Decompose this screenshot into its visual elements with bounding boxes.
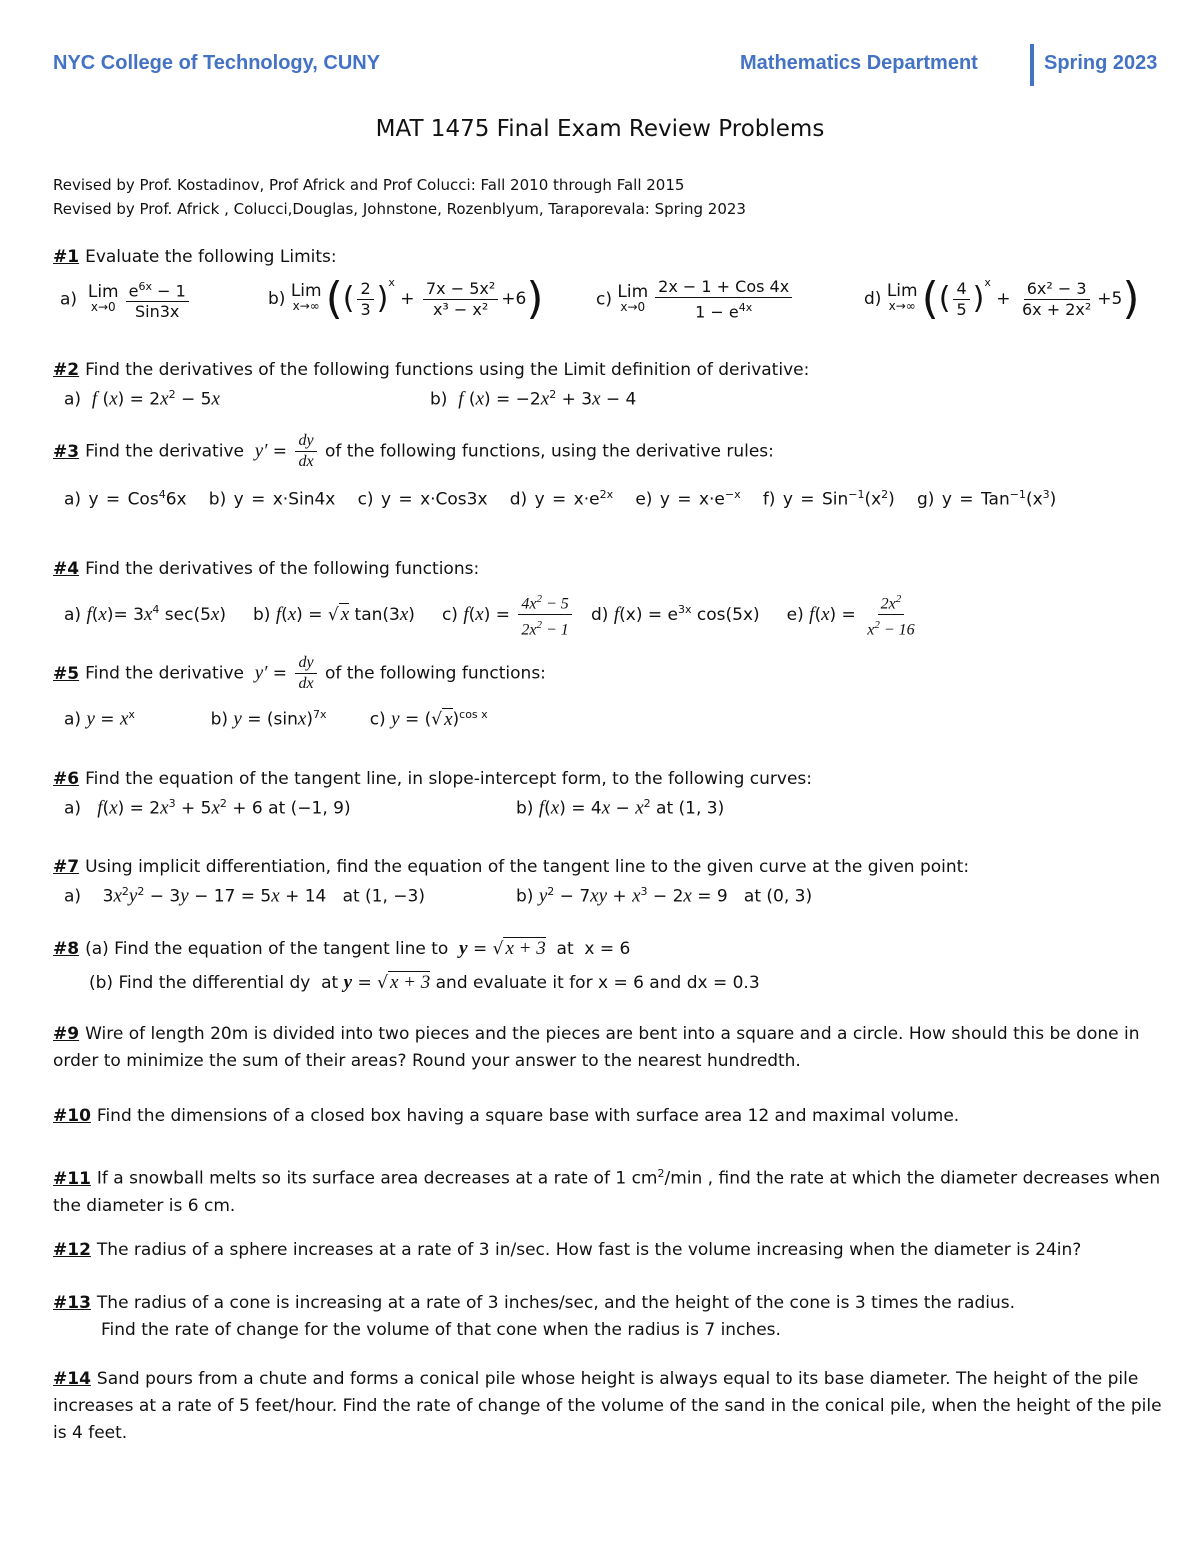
problem-number: #1 bbox=[53, 247, 80, 267]
limit-b: b) Lim x→∞ (( $\frac{2}{3}$ )$^x$ + $\frac{\text{7x − 5x²}}{\text{x³ − x²}}$ +6) bbox=[268, 273, 544, 324]
header-divider bbox=[1030, 44, 1034, 86]
page-title: MAT 1475 Final Exam Review Problems bbox=[375, 116, 825, 142]
problem-9: #9 Wire of length 20m is divided into two pieces and the pieces are bent into a square and a circle. How should this be done in order to minimize the sum of their areas? Round your answer to the nearest hundredth. bbox=[53, 1024, 1140, 1071]
p7-b: b) $y^2 - 7xy + x^3 - 2x = 9$ at (0, 3) bbox=[516, 885, 813, 907]
p3-items: a) y = Cos$^4$6x b) y = x·Sin4x c) y = x·Cos3x d) $y = x\cdot e^{2x}$ e) $y = x\cdot e^{-x}$ f) $y = Sin^{-1}(x^2)$ g) $y = Tan^{-1}(x^3)$ bbox=[64, 488, 1057, 510]
limit-c: c) Lim x→0 $\frac{\text{2x − 1 + Cos 4x}}{1 - e^{4x}}$ bbox=[596, 278, 795, 321]
problem-13: #13 The radius of a cone is increasing at a rate of 3 inches/sec, and the height of the cone is 3 times the radius. Find the rate of change for the volume of that cone when the radius is 7 inches. bbox=[53, 1293, 1016, 1340]
problem-8b: (b) Find the differential dy at y = √ x + 3 and evaluate it for x = 6 and dx = 0.3 bbox=[89, 972, 760, 993]
problem-10: #10 Find the dimensions of a closed box having a square base with surface area 12 and maximal volume. bbox=[53, 1106, 960, 1126]
p5-items: a) $y = x^x$ b) $y = (\sin x)^{7x}$ c) y = (√ x)$^{cos x}$ bbox=[64, 708, 488, 730]
term-label: Spring 2023 bbox=[1044, 52, 1158, 74]
limit-d: d) Lim x→∞ (( $\frac{4}{5}$ )$^x$ + $\frac{\text{6x² − 3}}{\text{6x + 2x²}}$ +5) bbox=[864, 273, 1140, 324]
problem-1 bbox=[53, 244, 1163, 271]
problem-3: #3 Find the derivative y′ = $\frac{dy}{dx}$ of the following functions, using the derivative rules: bbox=[53, 432, 774, 470]
problem-7: #7 Using implicit differentiation, find the equation of the tangent line to the given curve at the given point: bbox=[53, 857, 970, 877]
problem-4: #4 Find the derivatives of the following functions: bbox=[53, 559, 480, 579]
p4-items: a) $f(x)= 3x^4$ sec(5x) b) f(x) = √ x tan(3x) c) f(x) = $\frac{4x^2 - 5}{2x^2 - 1}$ d) $f(x) = e^{3x}$ cos(5x) e) f(x) = $\frac{2x^2}{x^2 - 16}$ bbox=[64, 590, 921, 640]
problem-5: #5 Find the derivative y′ = $\frac{dy}{dx}$ of the following functions: bbox=[53, 654, 546, 692]
institution-name: NYC College of Technology, CUNY bbox=[53, 52, 381, 74]
problem-6: #6 Find the equation of the tangent line, in slope-intercept form, to the following curves: bbox=[53, 769, 812, 789]
limit-a: a) Lim x→0 $\frac{e^{6x} - 1}{\text{Sin3x}}$ bbox=[60, 278, 192, 321]
problem-12: #12 The radius of a sphere increases at a rate of 3 in/sec. How fast is the volume increasing when the diameter is 24in? bbox=[53, 1240, 1082, 1260]
department-name: Mathematics Department bbox=[740, 52, 978, 74]
problem-text: Evaluate the following Limits: bbox=[85, 247, 337, 267]
problem-2: #2 Find the derivatives of the following functions using the Limit definition of derivative: bbox=[53, 360, 810, 380]
p6-a: a) $f(x) = 2x^3 + 5x^2 + 6$ at (−1, 9) bbox=[64, 797, 351, 819]
problem-8a: #8 (a) Find the equation of the tangent line to y = √ x + 3 at x = 6 bbox=[53, 938, 631, 959]
p7-a: a) $3x^2y^2 - 3y - 17 = 5x + 14$ at (1, −3) bbox=[64, 885, 426, 907]
p2-b: b) f $(x) = -2x^2 + 3x - 4$ bbox=[430, 388, 637, 410]
p2-a: a) f $(x) = 2x^2 - 5x$ bbox=[64, 388, 220, 410]
revision-line-1: Revised by Prof. Kostadinov, Prof Africk and Prof Colucci: Fall 2010 through Fall 2015 bbox=[53, 176, 685, 194]
p6-b: b) $f(x) = 4x - x^2$ at (1, 3) bbox=[516, 797, 725, 819]
problem-14: #14 Sand pours from a chute and forms a conical pile whose height is always equal to its base diameter. The height of the pile increases at a rate of 5 feet/hour. Find the rate of change of the volume of the sand in the conical pile, when the height of the pile is 4 feet. bbox=[53, 1369, 1162, 1443]
problem-11: #11 If a snowball melts so its surface area decreases at a rate of 1 $cm^2/\min$ , find the rate at which the diameter decreases when the diameter is 6 cm. bbox=[53, 1167, 1161, 1216]
revision-line-2: Revised by Prof. Africk , Colucci,Douglas, Johnstone, Rozenblyum, Taraporevala: Spring 2023 bbox=[53, 200, 746, 218]
